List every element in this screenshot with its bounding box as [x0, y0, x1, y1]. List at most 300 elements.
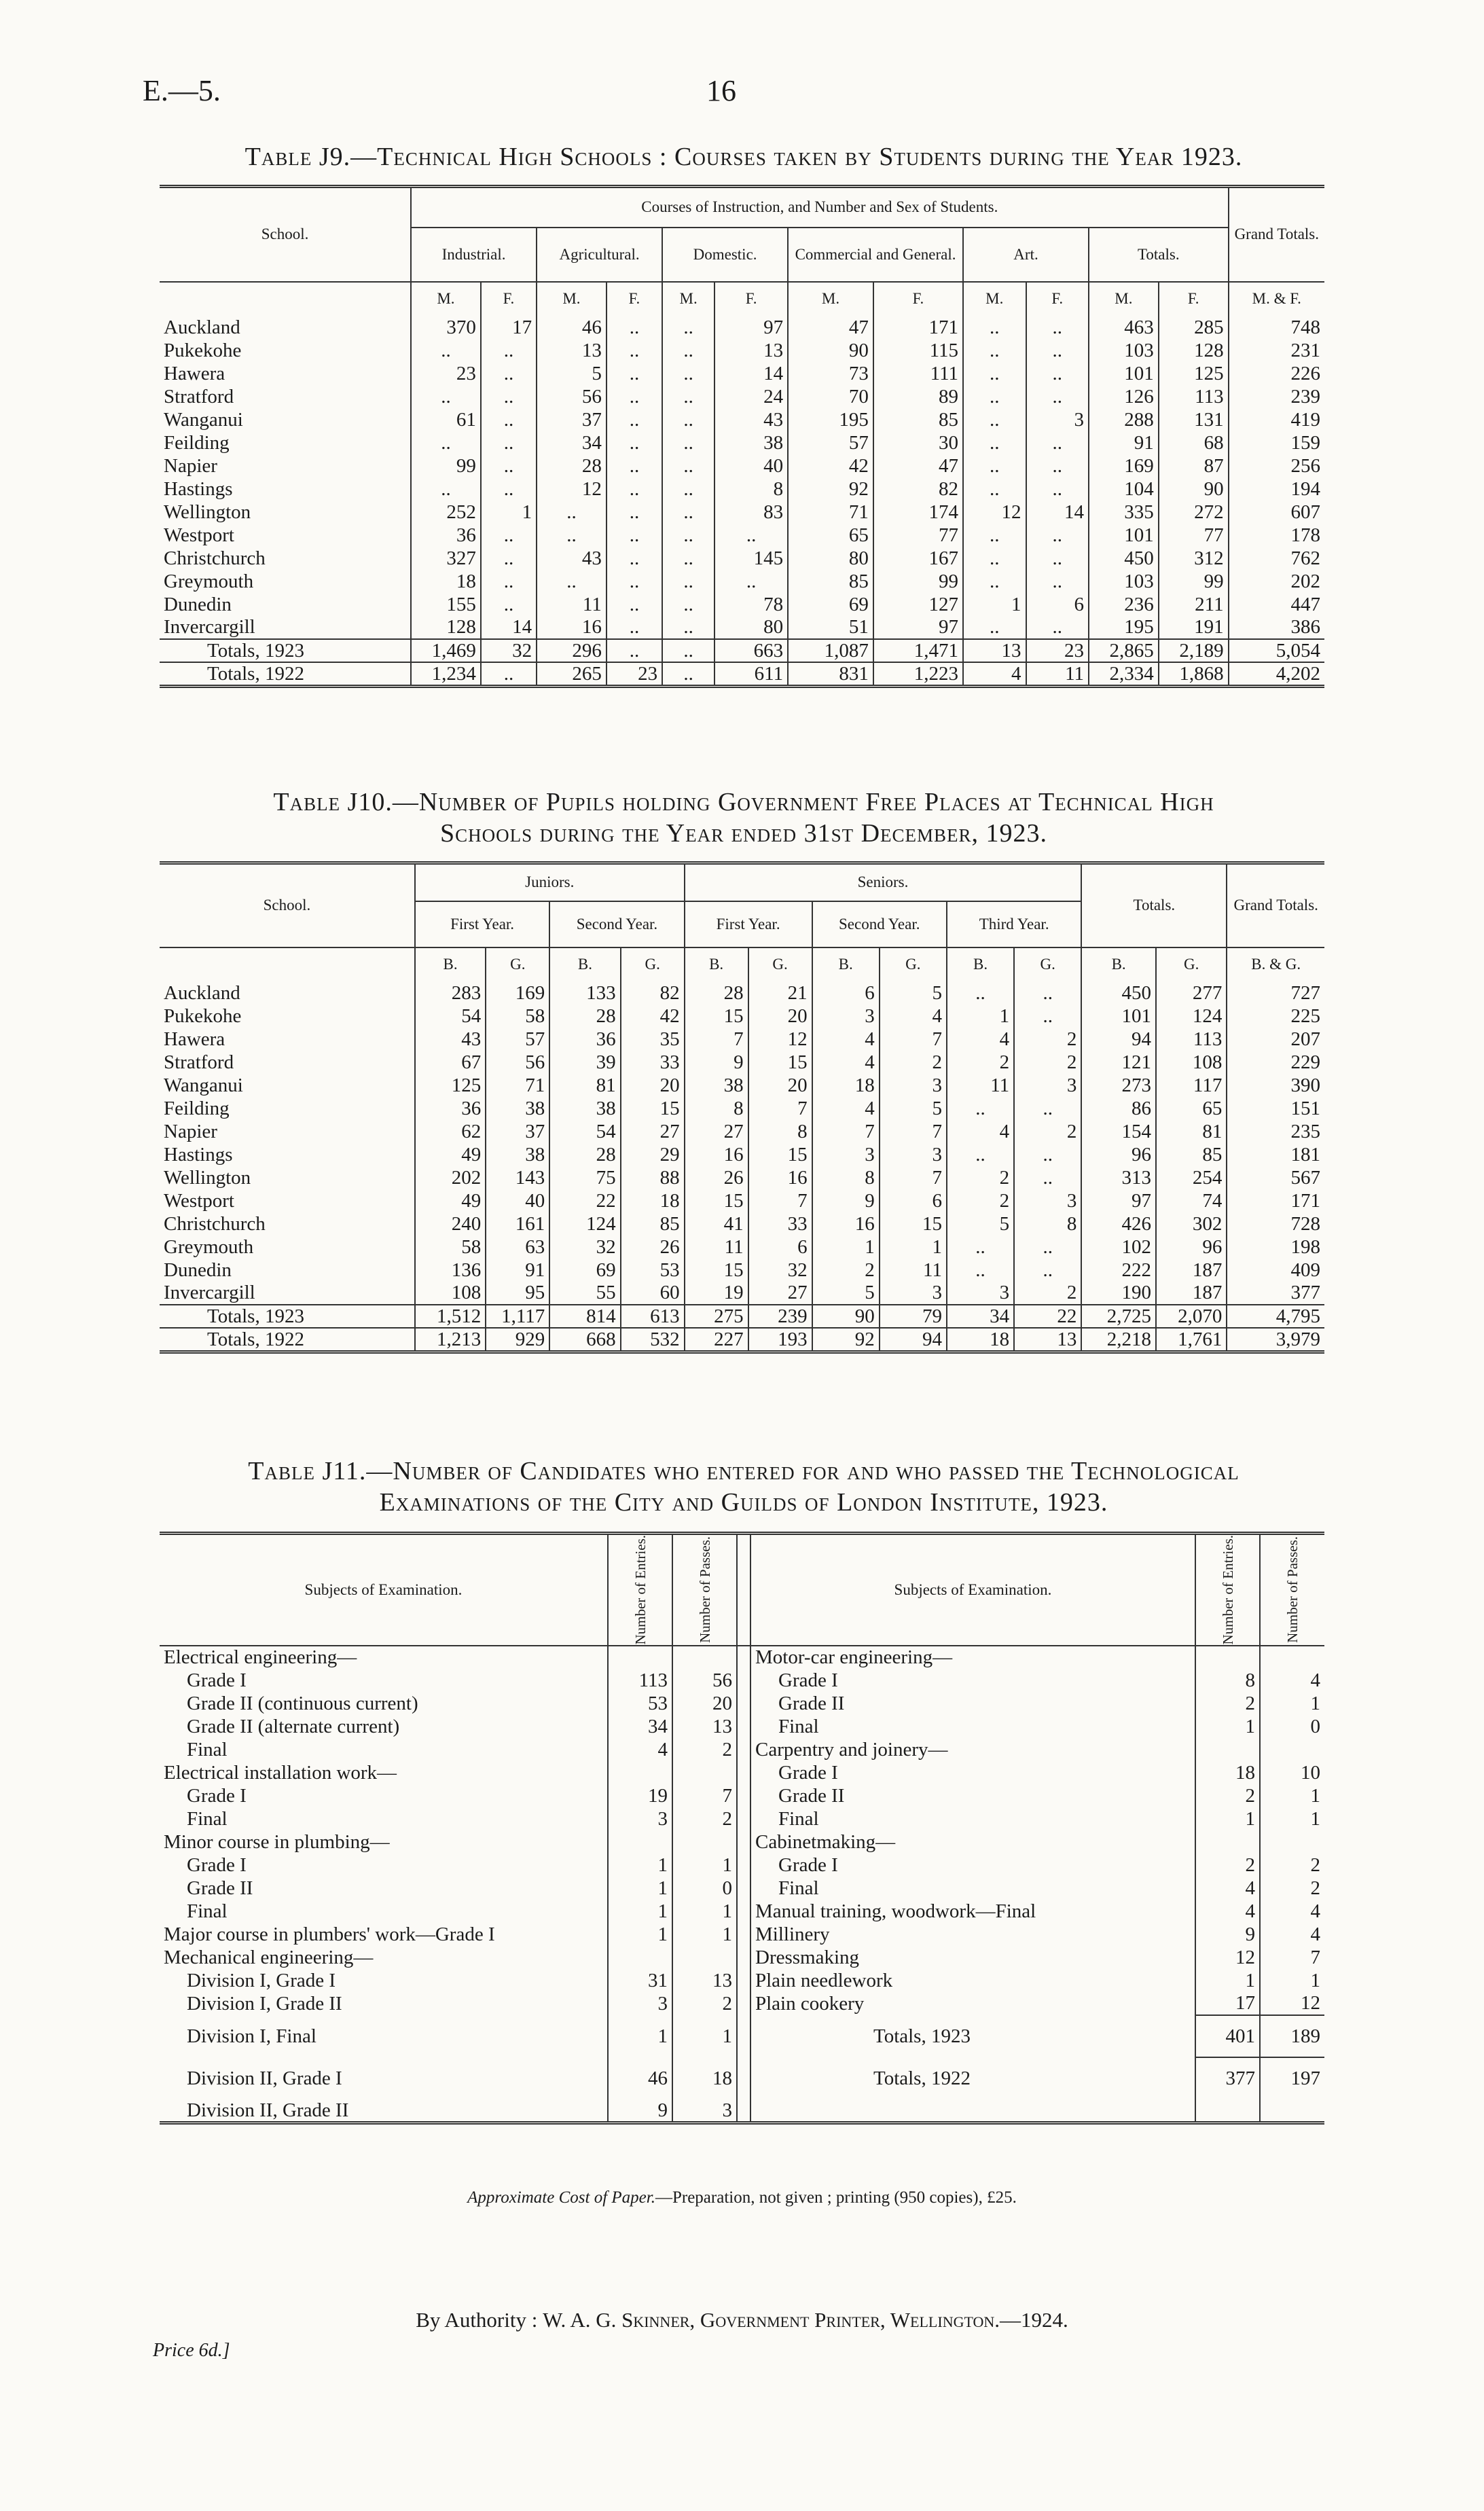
- entries-cell: 4: [1195, 1900, 1260, 1923]
- table-cell: 115: [873, 339, 963, 362]
- table-j10: [160, 861, 1324, 1354]
- subject-name: Grade I: [160, 1669, 608, 1692]
- table-cell: 69: [549, 1259, 620, 1282]
- table-cell: 136: [415, 1259, 486, 1282]
- table-cell: 85: [621, 1212, 685, 1235]
- totals-cell: 1,117: [486, 1305, 549, 1328]
- unit-label: B.: [812, 947, 880, 981]
- table-cell: ..: [607, 477, 662, 501]
- table-row: [160, 1992, 1324, 2015]
- table-cell: 15: [685, 1005, 748, 1028]
- entries-cell: 9: [608, 2099, 672, 2123]
- table-cell: ..: [662, 524, 714, 547]
- school-name: Stratford: [160, 385, 411, 408]
- totals-cell: 532: [621, 1328, 685, 1352]
- table-cell: ..: [714, 570, 788, 593]
- table-cell: ..: [662, 570, 714, 593]
- unit-label: F.: [607, 282, 662, 316]
- unit-label: F.: [1159, 282, 1229, 316]
- table-row: [160, 316, 1324, 339]
- entries-cell: 17: [1195, 1992, 1260, 2015]
- entries-cell: 31: [608, 1969, 672, 1992]
- totals-cell: 94: [880, 1328, 947, 1352]
- totals-label: Totals, 1922: [160, 662, 411, 687]
- table-row: [160, 1715, 1324, 1738]
- table-cell: 15: [748, 1143, 812, 1166]
- passes-cell: 2: [672, 1992, 737, 2015]
- authority-text: W. A. G. Skinner, Government Printer, Wellington.—1924.: [543, 2308, 1068, 2332]
- j11-entries-header: Number of Entries.: [632, 1535, 649, 1645]
- totals-label: Totals, 1923: [160, 639, 411, 662]
- j11-subjects-header: Subjects of Examination.: [160, 1534, 608, 1646]
- table-cell: 198: [1290, 1235, 1320, 1258]
- table-cell: 26: [685, 1166, 748, 1189]
- table-j10-caption-line2: Schools during the Year ended 31st December, 1923.: [439, 819, 1048, 848]
- entries-cell: 53: [608, 1692, 672, 1715]
- entries-cell: 12: [1195, 1946, 1260, 1969]
- table-cell: 90: [1159, 477, 1229, 501]
- table-cell: 33: [748, 1212, 812, 1235]
- table-cell: 7: [812, 1120, 880, 1143]
- j9-school-header: School.: [160, 187, 411, 282]
- totals-row: [160, 662, 1324, 687]
- table-cell: 463: [1089, 316, 1159, 339]
- school-name: Dunedin: [160, 1259, 415, 1282]
- table-cell: ..: [947, 1097, 1014, 1120]
- totals-label: Totals, 1923: [160, 1305, 415, 1328]
- passes-cell: 1: [672, 1854, 737, 1877]
- totals-cell: 668: [549, 1328, 620, 1352]
- passes-cell: 20: [672, 1692, 737, 1715]
- column-gap: [737, 1830, 750, 1854]
- table-cell: ..: [662, 616, 714, 639]
- table-cell: ..: [662, 408, 714, 431]
- table-cell: ..: [1026, 524, 1089, 547]
- table-cell: 27: [621, 1120, 685, 1143]
- entries-cell: 1: [608, 1854, 672, 1877]
- table-cell: 89: [873, 385, 963, 408]
- table-cell: 32: [549, 1235, 620, 1259]
- column-gap: [737, 1646, 750, 1669]
- table-cell: 254: [1156, 1166, 1227, 1189]
- table-cell: 143: [486, 1166, 549, 1189]
- table-cell: 43: [714, 408, 788, 431]
- entries-cell: 2: [1195, 1692, 1260, 1715]
- table-cell: ..: [607, 339, 662, 362]
- table-cell: ..: [1014, 981, 1081, 1005]
- table-cell: 181: [1290, 1143, 1320, 1166]
- table-cell: 447: [1290, 593, 1320, 615]
- table-cell: ..: [963, 477, 1026, 501]
- table-row: [160, 1235, 1324, 1259]
- table-cell: 15: [880, 1212, 947, 1235]
- subject-name: Grade II: [750, 1784, 1195, 1807]
- table-cell: 95: [486, 1282, 549, 1305]
- column-gap: [737, 1738, 750, 1761]
- entries-cell: 4: [608, 1738, 672, 1761]
- table-cell: 82: [621, 981, 685, 1005]
- subject-name: Grade II: [160, 1877, 608, 1900]
- cost-note-text: —Preparation, not given ; printing (950 copies), £25.: [655, 2188, 1017, 2207]
- unit-label: G.: [748, 947, 812, 981]
- table-cell: 15: [685, 1189, 748, 1212]
- totals-cell: 1,469: [411, 639, 481, 662]
- table-cell: 97: [873, 616, 963, 639]
- table-cell: 16: [812, 1212, 880, 1235]
- table-cell: ..: [714, 524, 788, 547]
- school-name: Auckland: [160, 981, 415, 1005]
- table-cell: 16: [537, 616, 607, 639]
- empty-cell: [750, 2099, 1195, 2123]
- passes-cell: 1: [672, 1923, 737, 1946]
- entries-cell: [608, 1946, 672, 1969]
- table-cell: 20: [748, 1074, 812, 1097]
- table-cell: ..: [662, 316, 714, 339]
- table-cell: 65: [1156, 1097, 1227, 1120]
- subject-name: Cabinetmaking—: [750, 1830, 1195, 1854]
- table-cell: ..: [481, 477, 537, 501]
- table-cell: 16: [748, 1166, 812, 1189]
- entries-cell: 1: [608, 1877, 672, 1900]
- subject-name: Final: [160, 1738, 608, 1761]
- school-name: Hastings: [160, 477, 411, 501]
- unit-label: F.: [481, 282, 537, 316]
- table-cell: 62: [415, 1120, 486, 1143]
- table-cell: ..: [947, 1143, 1014, 1166]
- table-cell: 7: [880, 1166, 947, 1189]
- table-cell: ..: [1026, 339, 1089, 362]
- subject-name: Final: [160, 1900, 608, 1923]
- table-cell: ..: [1014, 1143, 1081, 1166]
- table-cell: 171: [1290, 1189, 1320, 1212]
- table-cell: ..: [537, 570, 607, 593]
- table-cell: 67: [415, 1051, 486, 1074]
- passes-cell: 10: [1301, 1761, 1320, 1784]
- passes-cell: 56: [672, 1669, 737, 1692]
- table-row: [160, 1854, 1324, 1877]
- j9-group-header: Art.: [963, 228, 1089, 282]
- column-gap: [737, 1784, 750, 1807]
- j10-seniors-header: Seniors.: [685, 863, 1082, 901]
- table-cell: 2: [880, 1051, 947, 1074]
- subject-name: Millinery: [750, 1923, 1195, 1946]
- entries-cell: 1: [608, 1923, 672, 1946]
- table-cell: 85: [788, 570, 873, 593]
- school-name: Westport: [160, 524, 411, 547]
- table-cell: 256: [1290, 454, 1320, 477]
- table-cell: 35: [621, 1028, 685, 1051]
- table-cell: 55: [549, 1282, 620, 1305]
- table-cell: 169: [1089, 454, 1159, 477]
- table-cell: 27: [685, 1120, 748, 1143]
- table-cell: 70: [788, 385, 873, 408]
- subject-name: Dressmaking: [750, 1946, 1195, 1969]
- unit-label: M.: [1089, 282, 1159, 316]
- table-row: [160, 1166, 1324, 1189]
- totals-cell: 23: [1026, 639, 1089, 662]
- totals-cell: 34: [947, 1305, 1014, 1328]
- table-cell: 6: [812, 981, 880, 1005]
- table-cell: ..: [1026, 362, 1089, 385]
- table-cell: ..: [1026, 570, 1089, 593]
- table-cell: ..: [607, 385, 662, 408]
- table-cell: 4: [947, 1028, 1014, 1051]
- cost-note-label: Approximate Cost of Paper.: [467, 2188, 655, 2207]
- passes-cell: 1: [672, 1900, 737, 1923]
- table-cell: 57: [788, 431, 873, 454]
- table-cell: 13: [537, 339, 607, 362]
- table-row: [160, 431, 1324, 454]
- unit-label: G.: [621, 947, 685, 981]
- totals-cell: ..: [481, 662, 537, 687]
- table-cell: ..: [963, 570, 1026, 593]
- table-row: [160, 1784, 1324, 1807]
- table-cell: 190: [1081, 1282, 1156, 1305]
- table-cell: 125: [1159, 362, 1229, 385]
- table-row: [160, 1120, 1324, 1143]
- table-cell: 6: [880, 1189, 947, 1212]
- table-row: [160, 1028, 1324, 1051]
- table-cell: 47: [788, 316, 873, 339]
- table-cell: 1: [880, 1235, 947, 1259]
- table-cell: 30: [873, 431, 963, 454]
- table-row: [160, 570, 1324, 593]
- table-cell: 108: [1156, 1051, 1227, 1074]
- table-row: [160, 1259, 1324, 1282]
- table-cell: ..: [481, 385, 537, 408]
- column-gap: [737, 1877, 750, 1900]
- unit-label: M. & F.: [1252, 290, 1301, 307]
- passes-cell: [672, 1761, 737, 1784]
- totals-cell: 1,512: [415, 1305, 486, 1328]
- table-cell: 4: [880, 1005, 947, 1028]
- totals-cell: 613: [621, 1305, 685, 1328]
- table-cell: 97: [714, 316, 788, 339]
- table-cell: 27: [748, 1282, 812, 1305]
- entries-cell: 1: [608, 1900, 672, 1923]
- subject-name: Electrical installation work—: [160, 1761, 608, 1784]
- j10-school-header: School.: [160, 863, 415, 947]
- entries-cell: 1: [1195, 1807, 1260, 1830]
- table-cell: 113: [1156, 1028, 1227, 1051]
- passes-cell: [672, 1946, 737, 1969]
- table-row: [160, 1738, 1324, 1761]
- table-cell: 96: [1081, 1143, 1156, 1166]
- totals-cell: 1,234: [411, 662, 481, 687]
- unit-label: B.: [947, 947, 1014, 981]
- table-cell: 4: [812, 1028, 880, 1051]
- column-gap: [737, 1761, 750, 1784]
- table-cell: 335: [1089, 501, 1159, 524]
- school-name: Invercargill: [160, 616, 411, 639]
- table-cell: 36: [411, 524, 481, 547]
- table-cell: 145: [714, 547, 788, 570]
- j10-juniors-header: Juniors.: [415, 863, 685, 901]
- table-cell: 450: [1089, 547, 1159, 570]
- entries-cell: [1195, 1830, 1260, 1854]
- table-row: [160, 1877, 1324, 1900]
- table-cell: ..: [481, 524, 537, 547]
- table-cell: 8: [714, 477, 788, 501]
- totals-cell: 197: [1260, 2057, 1324, 2099]
- subject-name: Major course in plumbers' work—Grade I: [160, 1923, 608, 1946]
- table-cell: 36: [415, 1097, 486, 1120]
- subject-name: Plain needlework: [750, 1969, 1195, 1992]
- totals-cell: 13: [1014, 1328, 1081, 1352]
- table-cell: 51: [788, 616, 873, 639]
- table-cell: 15: [621, 1097, 685, 1120]
- table-cell: 111: [873, 362, 963, 385]
- totals-cell: 79: [880, 1305, 947, 1328]
- table-cell: 1: [812, 1235, 880, 1259]
- table-cell: 40: [486, 1189, 549, 1212]
- table-cell: 19: [685, 1282, 748, 1305]
- totals-label: Totals, 1923: [750, 2015, 1195, 2057]
- table-cell: 8: [685, 1097, 748, 1120]
- school-name: Westport: [160, 1189, 415, 1212]
- table-cell: 96: [1156, 1235, 1227, 1259]
- table-row: [160, 547, 1324, 570]
- table-row: [160, 408, 1324, 431]
- table-row: [160, 1692, 1324, 1715]
- totals-row: [160, 1305, 1324, 1328]
- table-cell: ..: [1014, 1005, 1081, 1028]
- totals-cell: 2,189: [1159, 639, 1229, 662]
- table-cell: 727: [1290, 981, 1320, 1004]
- table-cell: 171: [873, 316, 963, 339]
- school-name: Pukekohe: [160, 339, 411, 362]
- table-cell: 6: [1026, 593, 1089, 616]
- table-cell: 125: [415, 1074, 486, 1097]
- column-gap: [737, 1900, 750, 1923]
- table-cell: 7: [880, 1120, 947, 1143]
- subject-name: Grade II (continuous current): [160, 1692, 608, 1715]
- table-cell: 28: [685, 981, 748, 1005]
- table-cell: 58: [486, 1005, 549, 1028]
- j10-year-header: First Year.: [415, 901, 549, 947]
- totals-cell: 265: [537, 662, 607, 687]
- entries-cell: [1195, 1738, 1260, 1761]
- j10-year-header: First Year.: [685, 901, 812, 947]
- entries-cell: 2: [1195, 1854, 1260, 1877]
- table-row: [160, 593, 1324, 616]
- totals-row: [160, 639, 1324, 662]
- table-cell: 390: [1290, 1074, 1320, 1096]
- table-cell: ..: [963, 616, 1026, 639]
- school-name: Stratford: [160, 1051, 415, 1074]
- table-cell: 240: [415, 1212, 486, 1235]
- j11-entries-header: Number of Entries.: [1219, 1535, 1236, 1645]
- passes-cell: 1: [672, 2015, 737, 2057]
- entries-cell: 18: [1195, 1761, 1260, 1784]
- table-cell: ..: [947, 981, 1014, 1005]
- school-name: Wanganui: [160, 408, 411, 431]
- totals-cell: 4,202: [1275, 662, 1320, 685]
- table-cell: 272: [1159, 501, 1229, 524]
- table-cell: 3: [812, 1005, 880, 1028]
- table-cell: 49: [415, 1189, 486, 1212]
- table-cell: ..: [481, 547, 537, 570]
- table-row: [160, 1143, 1324, 1166]
- entries-cell: [608, 1761, 672, 1784]
- totals-cell: ..: [607, 639, 662, 662]
- table-cell: 3: [947, 1282, 1014, 1305]
- table-row: [160, 1051, 1324, 1074]
- table-cell: 15: [748, 1051, 812, 1074]
- table-cell: 97: [1081, 1189, 1156, 1212]
- table-cell: ..: [1026, 431, 1089, 454]
- totals-cell: 2,070: [1156, 1305, 1227, 1328]
- table-row: [160, 1646, 1324, 1669]
- table-cell: 226: [1290, 362, 1320, 384]
- table-cell: 36: [549, 1028, 620, 1051]
- entries-cell: 1: [1195, 1969, 1260, 1992]
- table-cell: ..: [662, 431, 714, 454]
- table-cell: 83: [714, 501, 788, 524]
- passes-cell: 2: [1310, 1877, 1320, 1899]
- passes-cell: 4: [1310, 1900, 1320, 1922]
- table-cell: ..: [947, 1259, 1014, 1282]
- unit-label: F.: [873, 282, 963, 316]
- j10-year-header: Second Year.: [549, 901, 684, 947]
- table-cell: 99: [873, 570, 963, 593]
- subject-name: Carpentry and joinery—: [750, 1738, 1195, 1761]
- table-cell: 81: [1156, 1120, 1227, 1143]
- totals-cell: 2,725: [1081, 1305, 1156, 1328]
- empty-cell: [1195, 2099, 1260, 2123]
- table-cell: ..: [1014, 1259, 1081, 1282]
- table-cell: 128: [411, 616, 481, 639]
- entries-cell: 3: [608, 1807, 672, 1830]
- table-cell: 748: [1290, 316, 1320, 338]
- table-cell: 13: [714, 339, 788, 362]
- totals-cell: 401: [1195, 2015, 1260, 2057]
- table-cell: 187: [1156, 1282, 1227, 1305]
- table-cell: 4: [812, 1051, 880, 1074]
- school-name: Auckland: [160, 316, 411, 339]
- table-cell: 762: [1290, 547, 1320, 569]
- unit-label: G.: [486, 947, 549, 981]
- table-cell: 3: [880, 1074, 947, 1097]
- column-gap: [737, 2015, 750, 2057]
- totals-cell: 1,761: [1156, 1328, 1227, 1352]
- table-cell: 607: [1290, 501, 1320, 523]
- subject-name: Minor course in plumbing—: [160, 1830, 608, 1854]
- table-cell: 47: [873, 454, 963, 477]
- table-cell: 5: [537, 362, 607, 385]
- passes-cell: 2: [672, 1738, 737, 1761]
- table-cell: ..: [963, 431, 1026, 454]
- table-cell: 178: [1290, 524, 1320, 546]
- school-name: Wanganui: [160, 1074, 415, 1097]
- table-row: [160, 1669, 1324, 1692]
- subject-name: Division II, Grade II: [160, 2099, 608, 2123]
- passes-cell: [1260, 1738, 1324, 1761]
- table-row: [160, 1830, 1324, 1854]
- totals-cell: 275: [685, 1305, 748, 1328]
- entries-cell: [608, 1830, 672, 1854]
- j9-courses-header: Courses of Instruction, and Number and Sex of Students.: [411, 187, 1229, 228]
- table-cell: 567: [1290, 1166, 1320, 1189]
- table-cell: 285: [1159, 316, 1229, 339]
- column-gap: [737, 1969, 750, 1992]
- table-cell: 39: [549, 1051, 620, 1074]
- totals-cell: 1,223: [873, 662, 963, 687]
- school-name: Pukekohe: [160, 1005, 415, 1028]
- subject-name: Plain cookery: [750, 1992, 1195, 2015]
- totals-cell: 227: [685, 1328, 748, 1352]
- unit-label: B.: [415, 947, 486, 981]
